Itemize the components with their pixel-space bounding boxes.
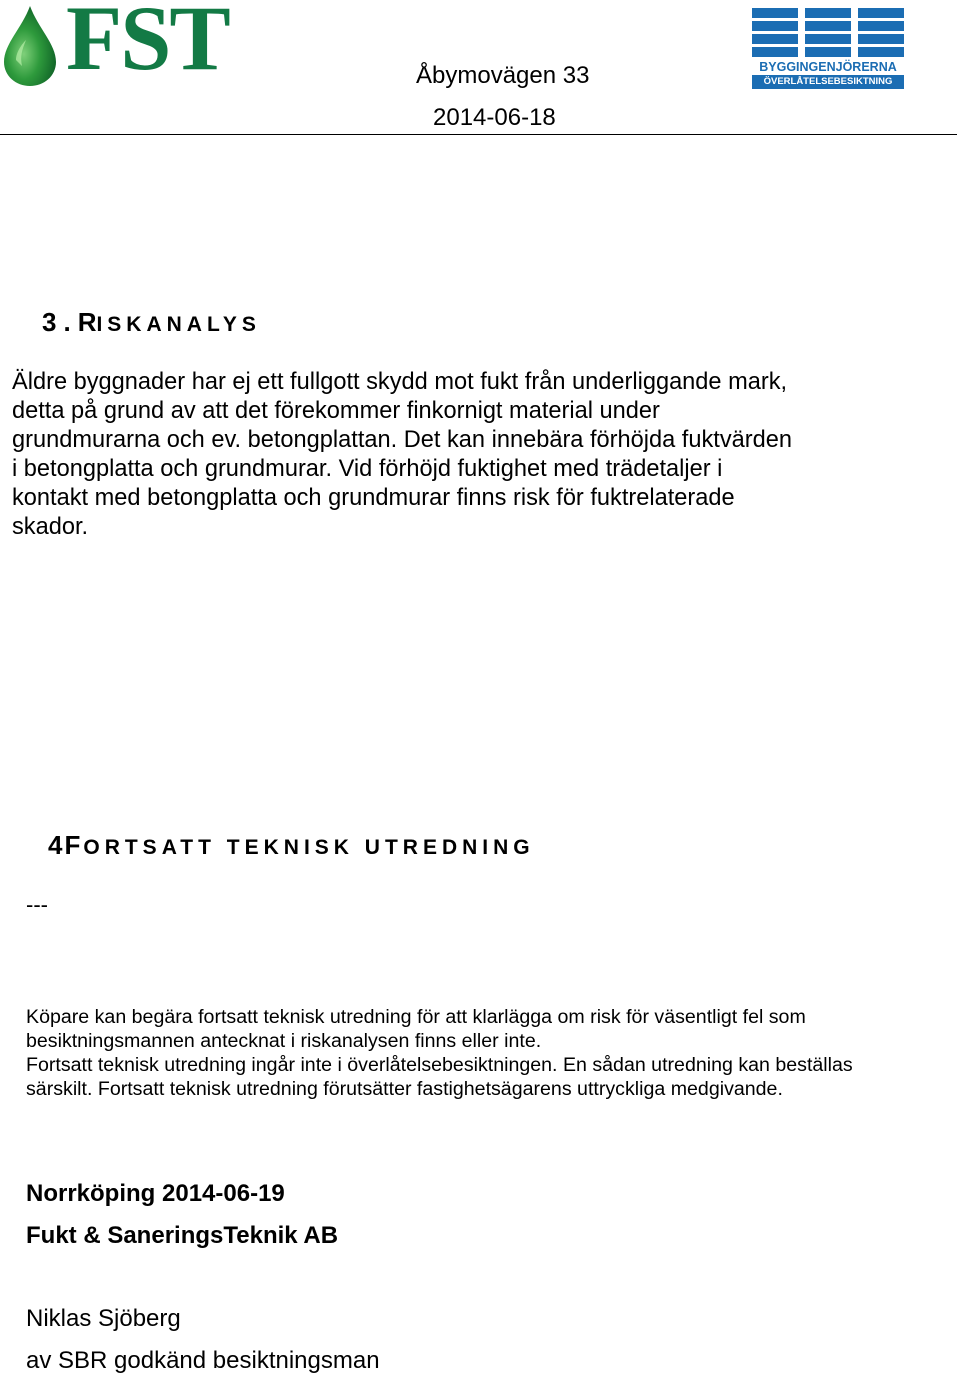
section-4-body (26, 1005, 926, 1101)
fst-logo-text: FST (66, 0, 229, 89)
section-4-number: 4 (48, 830, 65, 860)
signature-title: av SBR godkänd besiktningsman (26, 1347, 380, 1374)
section-4-line: Fortsatt teknisk utredning ingår inte i överlåtelsebesiktningen. En sådan utredning kan beställas (26, 1054, 853, 1076)
section-3-line: i betongplatta och grundmurar. Vid förhöjd fuktighet med trädetaljer i (12, 456, 723, 482)
section-3-heading (42, 307, 261, 338)
section-4-title-initial: F (64, 830, 84, 860)
section-4-line: Köpare kan begära fortsatt teknisk utredning för att klarlägga om risk för väsentligt fel som (26, 1006, 806, 1028)
signature-name: Niklas Sjöberg (26, 1305, 181, 1332)
sbr-logo (752, 8, 904, 88)
sbr-logo-line2: ÖVERLÅTELSEBESIKTNING (752, 75, 904, 89)
section-3-line: kontakt med betongplatta och grundmurar finns risk för fuktrelaterade (12, 485, 735, 511)
placeholder-dashes: --- (26, 892, 48, 917)
section-3-title-rest: ISKANALYS (96, 313, 261, 336)
header-divider (0, 134, 957, 135)
section-3-body (12, 368, 912, 542)
fst-logo (0, 0, 272, 92)
section-3-line: Äldre byggnader har ej ett fullgott skydd mot fukt från underliggande mark, (12, 369, 788, 395)
header-date: 2014-06-18 (433, 104, 556, 131)
sbr-logo-line1: BYGGINGENJÖRERNA (759, 60, 897, 74)
section-4-heading (48, 830, 535, 861)
sbr-letters-icon (752, 8, 904, 58)
section-3-number: 3. (42, 307, 78, 337)
signature-place-date: Norrköping 2014-06-19 (26, 1180, 285, 1207)
section-3-line: detta på grund av att det förekommer finkornigt material under (12, 398, 660, 424)
section-4-line: särskilt. Fortsatt teknisk utredning förutsätter fastighetsägarens uttryckliga medgivande. (26, 1078, 783, 1100)
section-3-line: grundmurarna och ev. betongplattan. Det kan innebära förhöjda fuktvärden (12, 427, 792, 453)
section-3-title-initial: R (77, 307, 97, 337)
signature-company: Fukt & SaneringsTeknik AB (26, 1222, 339, 1249)
water-drop-icon (0, 0, 62, 92)
section-3-line: skador. (12, 514, 89, 540)
section-4-line: besiktningsmannen antecknat i riskanalysen finns eller inte. (26, 1030, 542, 1052)
section-4-title-rest: ORTSATT TEKNISK UTREDNING (83, 836, 535, 859)
header-address: Åbymovägen 33 (416, 62, 590, 89)
